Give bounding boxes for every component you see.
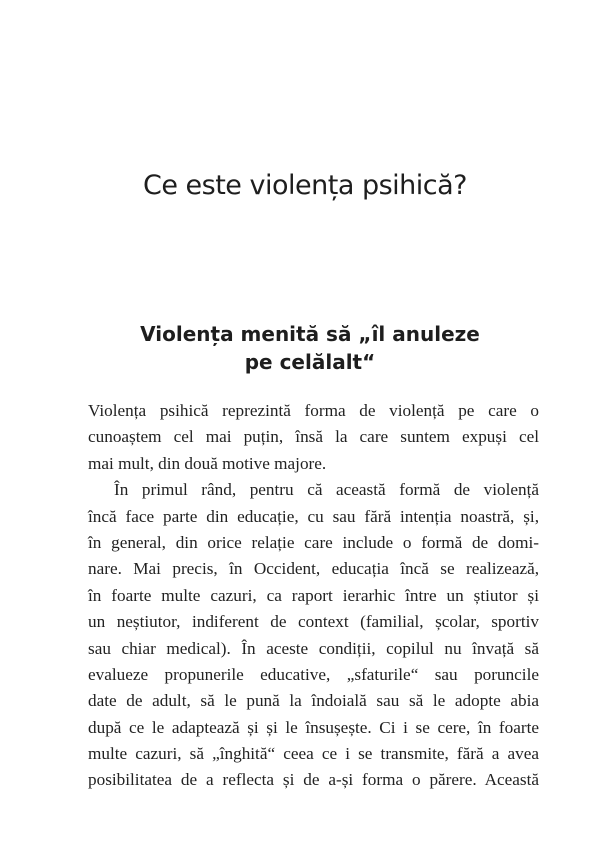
chapter-title: Ce este violența psihică?: [143, 170, 467, 201]
text-line: după ce le adaptează și și le însușește. Ci i se cere, în foarte: [88, 717, 539, 737]
text-line: cunoaștem cel mai puțin, însă la care suntem expuși cel: [88, 427, 539, 447]
text-line: mai mult, din două motive majore.: [88, 453, 327, 473]
text-line: În primul rând, pentru că această formă de violență: [114, 480, 539, 500]
paragraph-2: [88, 477, 539, 794]
text-line: evalueze propunerile educative, „sfaturile“ sau poruncile: [88, 664, 539, 684]
section-heading-line-1: Violența menită să „îl anuleze: [140, 322, 480, 346]
text-line: încă face parte din educație, cu sau fără intenția noastră, și,: [88, 506, 539, 526]
text-line: multe cazuri, să „înghită“ ceea ce i se transmite, fără a avea: [88, 744, 539, 764]
paragraph-1: [88, 398, 539, 477]
text-line: un neștiutor, indiferent de context (familial, școlar, sportiv: [88, 612, 539, 632]
text-line: sau chiar medical). În aceste condiții, copilul nu învață să: [88, 638, 539, 658]
text-line: nare. Mai precis, în Occident, educația încă se realizează,: [88, 559, 539, 579]
section-heading-line-2: pe celălalt“: [244, 350, 376, 374]
section-heading: [80, 320, 540, 376]
text-line: Violența psihică reprezintă forma de violență pe care o: [88, 401, 539, 420]
text-line: în general, din orice relație care include o formă de domi-: [88, 532, 539, 552]
text-line: în foarte multe cazuri, ca raport ierarhic între un știutor și: [88, 585, 539, 605]
text-line: posibilitatea de a reflecta și de a-și forma o părere. Această: [88, 770, 539, 790]
text-line: date de adult, să le pună la îndoială sau să le adopte abia: [88, 691, 539, 711]
body-text: [88, 398, 539, 794]
